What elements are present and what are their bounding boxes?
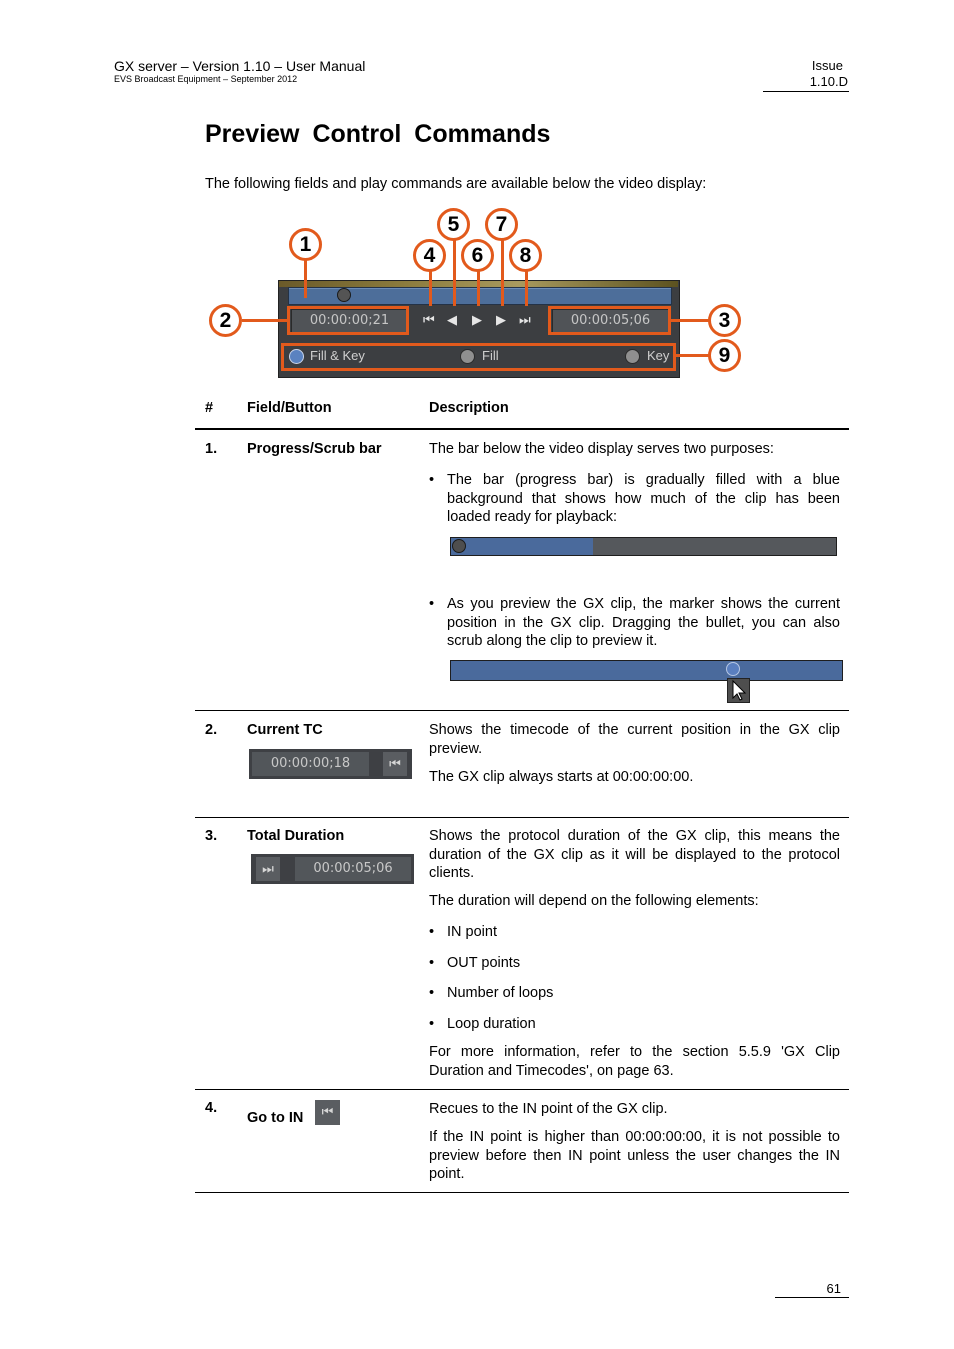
- callout-4: 4: [413, 239, 446, 272]
- footer-rule: [775, 1297, 849, 1298]
- header-rule: [763, 91, 849, 92]
- callout-6: 6: [461, 239, 494, 272]
- row-1-field: Progress/Scrub bar: [247, 441, 382, 457]
- col-header-field: Field/Button: [247, 400, 332, 416]
- go-to-in-icon-sample: ⏮: [315, 1100, 340, 1125]
- row-4-field: Go to IN: [247, 1110, 304, 1126]
- leader-line-8: [525, 271, 528, 306]
- row-3-field: Total Duration: [247, 828, 345, 844]
- play-icon[interactable]: ▶: [472, 312, 482, 327]
- page-title: Preview Control Commands: [205, 120, 551, 148]
- col-header-num: #: [205, 400, 214, 416]
- callout-7: 7: [485, 208, 518, 241]
- row-1-bullet-2: • As you preview the GX clip, the marker shows the current position in the GX clip. Dragging the bullet, you can also scrub along the clip to preview it.: [429, 596, 840, 649]
- progress-bar-loaded-fill: [451, 538, 593, 555]
- row-3-rule: [195, 1089, 849, 1090]
- callout-2: 2: [209, 304, 242, 337]
- scrub-bar-example: [450, 660, 843, 681]
- radio-fill-key-label: Fill & Key: [310, 348, 365, 363]
- leader-line-7: [501, 240, 504, 306]
- manual-subtitle: EVS Broadcast Equipment – September 2012: [114, 74, 298, 84]
- progress-bar-example: [450, 537, 837, 556]
- total-duration-thumbnail: [251, 854, 414, 884]
- leader-line-9: [676, 354, 709, 357]
- row-2-field: Current TC: [247, 722, 323, 738]
- row-3-footer-note: For more information, refer to the section 5.5.9 'GX Clip Duration and Timecodes', on page 63.: [429, 1044, 840, 1079]
- callout-box-current-tc: [287, 306, 409, 335]
- leader-line-3: [671, 319, 709, 322]
- step-back-icon[interactable]: ◀: [447, 312, 457, 327]
- row-4-num: 4.: [205, 1100, 218, 1116]
- callout-box-radio-row: [281, 343, 676, 371]
- row-3-bullet-4: • Loop duration: [429, 1016, 536, 1032]
- row-3-desc-1: Shows the protocol duration of the GX clip, this means the duration of the GX clip as it will be displayed to the protocol clients.: [429, 828, 840, 881]
- row-1-intro: The bar below the video display serves two purposes:: [429, 441, 774, 457]
- callout-9: 9: [708, 339, 741, 372]
- callout-3: 3: [708, 304, 741, 337]
- callout-8: 8: [509, 239, 542, 272]
- col-header-desc: Description: [429, 400, 509, 416]
- scrub-marker[interactable]: [337, 288, 351, 302]
- scrub-bar-marker: [726, 662, 740, 676]
- row-3-bullet-1: • IN point: [429, 924, 497, 940]
- row-4-desc-1: Recues to the IN point of the GX clip.: [429, 1101, 668, 1117]
- table-header-rule: [195, 428, 849, 430]
- row-1-bullet-1: • The bar (progress bar) is gradually filled with a blue background that shows how much of the clip has been loaded ready for playback:: [429, 472, 840, 525]
- total-duration-thumb-value: 00:00:05;06: [295, 857, 411, 881]
- current-tc-thumbnail: [249, 749, 412, 779]
- go-to-in-icon[interactable]: ⏮: [423, 312, 435, 327]
- row-4-rule: [195, 1192, 849, 1193]
- current-tc-field: 00:00:00;21: [291, 309, 408, 333]
- progress-bar-marker: [452, 539, 466, 553]
- row-3-bullet-3: • Number of loops: [429, 985, 554, 1001]
- go-to-out-icon[interactable]: ⏭: [519, 312, 531, 327]
- go-to-out-thumb-icon: ⏭: [256, 857, 280, 881]
- page-number: 61: [826, 1281, 841, 1296]
- radio-key-label: Key: [647, 348, 670, 363]
- go-to-in-thumb-icon: ⏮: [383, 752, 407, 776]
- issue-version: 1.10.D: [809, 74, 848, 89]
- leader-line-6: [477, 271, 480, 306]
- callout-box-total-duration: [548, 306, 671, 335]
- leader-line-5: [453, 240, 456, 306]
- step-forward-icon[interactable]: ▶: [496, 312, 506, 327]
- row-4-desc-2: If the IN point is higher than 00:00:00:00, it is not possible to preview before then IN point unless the user changes the IN point.: [429, 1129, 840, 1182]
- row-2-desc-2: The GX clip always starts at 00:00:00:00.: [429, 769, 694, 785]
- total-duration-field: 00:00:05;06: [552, 309, 669, 333]
- callout-1: 1: [289, 228, 322, 261]
- mouse-cursor-icon: [727, 678, 750, 703]
- row-1-rule: [195, 710, 849, 711]
- row-3-bullet-2: • OUT points: [429, 955, 521, 971]
- row-3-num: 3.: [205, 828, 218, 844]
- leader-line-1: [304, 260, 307, 298]
- manual-title: GX server – Version 1.10 – User Manual: [114, 58, 366, 74]
- radio-fill-label: Fill: [482, 348, 499, 363]
- row-2-rule: [195, 817, 849, 818]
- leader-line-2: [242, 319, 289, 322]
- row-1-num: 1.: [205, 441, 218, 457]
- row-2-desc-1: Shows the timecode of the current position in the GX clip preview.: [429, 722, 840, 757]
- leader-line-4: [429, 271, 432, 306]
- intro-text: The following fields and play commands are available below the video display:: [205, 176, 707, 192]
- row-2-num: 2.: [205, 722, 218, 738]
- callout-5: 5: [437, 208, 470, 241]
- issue-label: Issue: [811, 58, 843, 73]
- current-tc-thumb-value: 00:00:00;18: [252, 752, 369, 776]
- row-3-desc-2: The duration will depend on the following elements:: [429, 893, 759, 909]
